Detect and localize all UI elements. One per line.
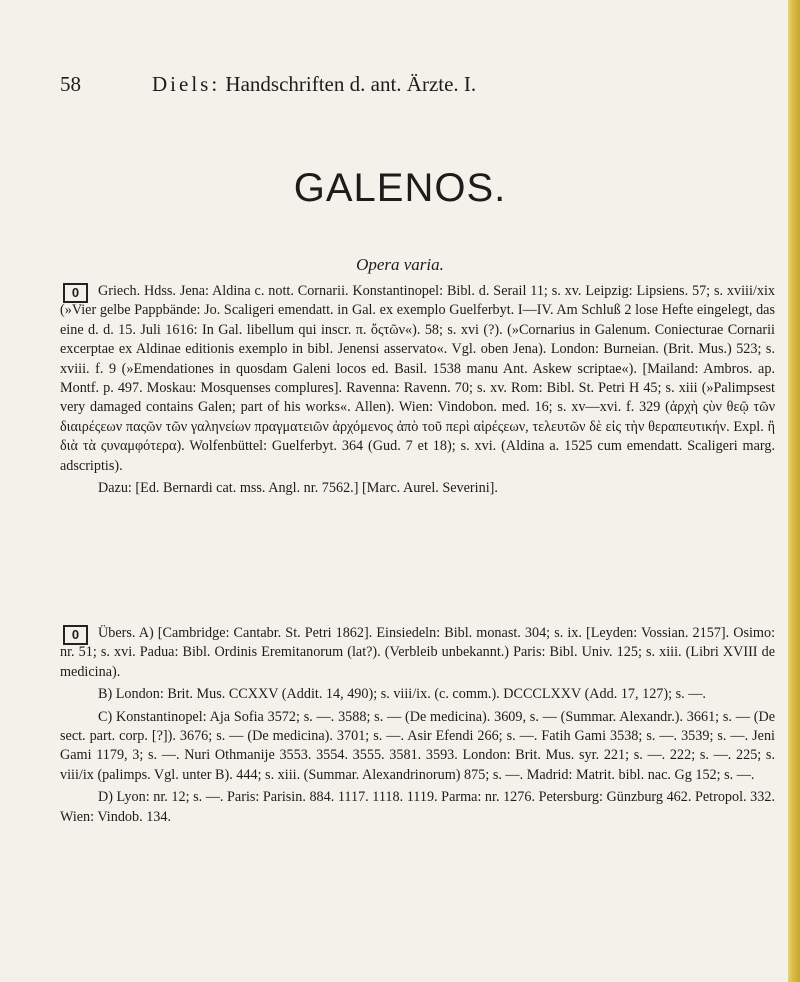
running-header [60,72,710,98]
section-body [60,282,775,476]
running-title-text: Handschriften d. ant. Ärzte. I. [225,72,477,96]
section-dazu: Dazu: [Ed. Bernardi cat. mss. Angl. nr. 7562.] [Marc. Aurel. Severini]. [98,480,498,497]
section-paragraph-d: D) Lyon: nr. 12; s. —. Paris: Parisin. 884. 1117. 1118. 1119. Parma: nr. 1276. Petersburg: Günzburg 462. Petropol. 332. Wien: Vindob. 134. [60,789,775,825]
section-paragraph-b: B) London: Brit. Mus. CCXXV (Addit. 14, 490); s. viii/ix. (c. comm.). DCCCLXXV (Add. 17, 127); s. —. [98,686,706,703]
section-body [60,624,775,682]
page-number: 58 [60,72,81,96]
section-box-marker: 0 [63,625,88,645]
page-subtitle: Opera varia. [356,255,444,274]
section-label: Übers. [98,625,136,641]
section-translations [60,624,775,827]
page-title: GALENOS. [293,166,507,210]
section-greek-manuscripts [60,282,775,498]
section-text: Jena: Aldina c. nott. Cornarii. Konstantinopel: Bibl. d. Serail 11; s. xv. Leipzig: Lipsiens. 57; s. xviii/xix (»Vier gelbe Pappbände: Jo. Scaligeri emendatt. in Gal. ex exemplo Guelferbyt. I—IV. Am Schluß 2 lose Hefte eingelegt, das eine d. d. 15. Juli 1616: In Gal. libellum qui inscr. π. ὄςτῶν«). 58; s. xvi (?). (»Cornarius in Galenum. Coniecturae Cornarii excerptae ex Aldinae editionis exemplo in bibl. Jenensi asservato«. Vgl. oben Jena). London: Burneian. (Brit. Mus.) 523; s. xviii. f. 9 (»Emendationes in quosdam Galeni locos ed. Basil. 1538 manu Ant. Askew scriptae«). [Mailand: Ambros. ap. Montf. p. 497. Moskau: Mosquenses complures]. Ravenna: Ravenn. 70; s. xv. Rom: Bibl. St. Petri H 45; s. xiii (»Palimpsest very damaged contains Galen; part of his works«. Allen). Wien: Vindobon. med. 16; s. xv—xvi. f. 329 (ἀρχὴ ςὺν θεῷ τῶν διαιρέςεων παςῶν τῶν γαληνείων πραγματειῶν ἀρχόμενος ἀπὸ τοῦ περὶ αἱρέςεων, τελευτῶν δὲ εἰς τὴν θεραπευτικήν. Expl. ἢ διὰ τὰ ςυναμφότερα). Wolfenbüttel: Guelferbyt. 364 (Gud. 7 et 18); s. xvi. (Aldina a. 1525 cum emendatt. Scaligeri marg. adscriptis). [60,283,776,474]
section-paragraph-c: C) Konstantinopel: Aja Sofia 3572; s. —. 3588; s. — (De medicina). 3609, s. — (Summar. Alexandr.). 3661; s. — (De sect. part. corp. [?]). 3676; s. — (De medicina). 3701; s. —. Asir Efendi 266; s. —. Fatih Gami 3538; s. —. 3539; s. —. Jeni Gami 1179, 3; s. —. Nuri Othmanije 3553. 3554. 3555. 3581. 3593. London: Brit. Mus. syr. 221; s. —. 222; s. —. 225; s. viii/ix (palimps. Vgl. unter B). 444; s. xiii. (Summar. Alexandrinorum) 875; s. —. Madrid: Matrit. bibl. nac. Gg 152; s. —. [60,708,775,783]
running-title [152,72,476,97]
page-edge [788,0,800,982]
running-author: Diels: [152,72,221,96]
section-box-marker: 0 [63,283,88,303]
section-paragraph-a: A) [Cambridge: Cantabr. St. Petri 1862]. Einsiedeln: Bibl. monast. 304; s. ix. [Leyden: Vossian. 2157]. Osimo: nr. 51; s. xvi. Padua: Bibl. Ordinis Eremitanorum (lat?). (Verbleib unbekannt.) Paris: Bibl. Univ. 125; s. xiii. (Libri XVIII de medicina). [60,625,776,680]
section-label: Griech. Hdss. [98,283,176,299]
